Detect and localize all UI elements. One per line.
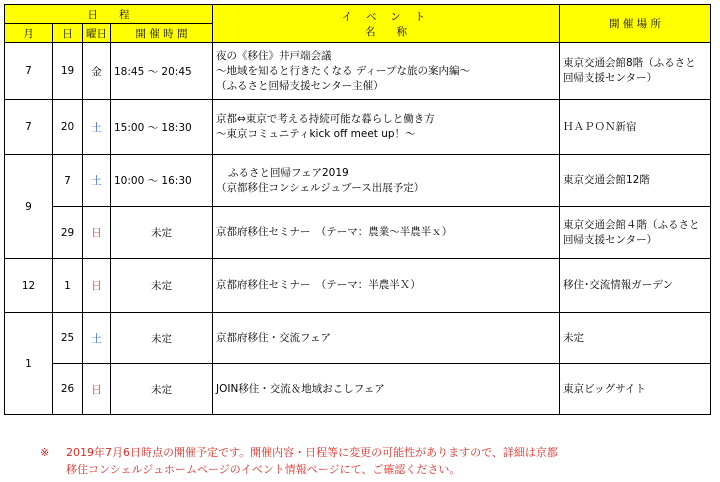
- event-line: ～地域を知ると行きたくなる ディープな旅の案内編～: [216, 64, 470, 77]
- event-line: 京都⇔東京で考える持続可能な暮らしと働き方: [216, 113, 435, 125]
- place-cell: [560, 43, 711, 100]
- time-cell: 10:00 ～ 16:30: [111, 155, 213, 207]
- weekday-header: 曜日: [83, 24, 111, 43]
- month-cell: 7: [5, 43, 53, 100]
- table-row: [5, 207, 711, 259]
- event-cell: [213, 155, 560, 207]
- month-cell: 12: [5, 259, 53, 313]
- weekday-cell: 日: [83, 207, 111, 259]
- event-cell: [213, 43, 560, 100]
- time-cell: 未定: [111, 313, 213, 364]
- time-cell: 15:00 ～ 18:30: [111, 100, 213, 155]
- event-cell: 京都府移住セミナー （テーマ：半農半Ｘ）: [213, 259, 560, 313]
- table-row: [5, 313, 711, 364]
- time-header: 開 催 時 間: [111, 24, 213, 43]
- place-cell: [560, 207, 711, 259]
- time-cell: 未定: [111, 364, 213, 415]
- weekday-cell: 日: [83, 259, 111, 313]
- place-line: 回帰支援センター）: [563, 233, 658, 246]
- note-line-2: 移住コンシェルジュホームページのイベント情報ページにて、ご確認ください。: [66, 463, 461, 476]
- event-cell: JOIN移住・交流＆地域おこしフェア: [213, 364, 560, 415]
- month-cell: 9: [5, 155, 53, 259]
- day-header: 日: [53, 24, 83, 43]
- month-cell: 7: [5, 100, 53, 155]
- month-header: 月: [5, 24, 53, 43]
- event-cell: 京都府移住・交流フェア: [213, 313, 560, 364]
- event-name-header: [213, 5, 560, 43]
- event-cell: [213, 100, 560, 155]
- weekday-cell: 土: [83, 100, 111, 155]
- place-line: 東京交通会館8階（ふるさと: [563, 57, 696, 69]
- place-header: 開 催 場 所: [560, 5, 711, 43]
- day-cell: 19: [53, 43, 83, 100]
- table-row: [5, 259, 711, 313]
- event-schedule-table: [4, 4, 711, 415]
- day-cell: 26: [53, 364, 83, 415]
- weekday-cell: 金: [83, 43, 111, 100]
- time-cell: 未定: [111, 207, 213, 259]
- event-line: ～東京コミュニティkick off meet up！～: [216, 128, 416, 140]
- note-mark: ※: [40, 446, 50, 459]
- place-line: 東京交通会館４階（ふるさと: [563, 218, 700, 231]
- event-header-bottom: 名 称: [365, 25, 407, 38]
- event-line: （ふるさと回帰支援センター主催）: [216, 79, 384, 92]
- table-row: [5, 364, 711, 415]
- schedule-header: 日 程: [5, 5, 213, 24]
- place-cell: ＨＡＰＯＮ新宿: [560, 100, 711, 155]
- weekday-cell: 土: [83, 313, 111, 364]
- weekday-cell: 日: [83, 364, 111, 415]
- event-line: （京都移住コンシェルジュブース出展予定）: [216, 181, 425, 194]
- time-cell: 18:45 ～ 20:45: [111, 43, 213, 100]
- place-cell: 東京交通会館12階: [560, 155, 711, 207]
- table-row: [5, 100, 711, 155]
- note-line-1: 2019年7月6日時点の開催予定です。開催内容・日程等に変更の可能性がありますので、詳細は京都: [66, 446, 558, 459]
- month-cell: 1: [5, 313, 53, 415]
- table-row: [5, 155, 711, 207]
- day-cell: 20: [53, 100, 83, 155]
- day-cell: 29: [53, 207, 83, 259]
- time-cell: 未定: [111, 259, 213, 313]
- event-line: ふるさと回帰フェア2019: [228, 166, 349, 179]
- event-header-top: イ ベ ン ト: [341, 10, 431, 23]
- day-cell: 25: [53, 313, 83, 364]
- place-line: 回帰支援センター）: [563, 72, 658, 84]
- event-cell: 京都府移住セミナー （テーマ：農業～半農半ｘ）: [213, 207, 560, 259]
- table-row: [5, 43, 711, 100]
- place-cell: 東京ビッグサイト: [560, 364, 711, 415]
- day-cell: 7: [53, 155, 83, 207]
- event-line: 夜の《移住》井戸端会議: [216, 49, 332, 62]
- place-cell: 移住･交流情報ガーデン: [560, 259, 711, 313]
- place-cell: 未定: [560, 313, 711, 364]
- day-cell: 1: [53, 259, 83, 313]
- footnote: [40, 444, 680, 478]
- weekday-cell: 土: [83, 155, 111, 207]
